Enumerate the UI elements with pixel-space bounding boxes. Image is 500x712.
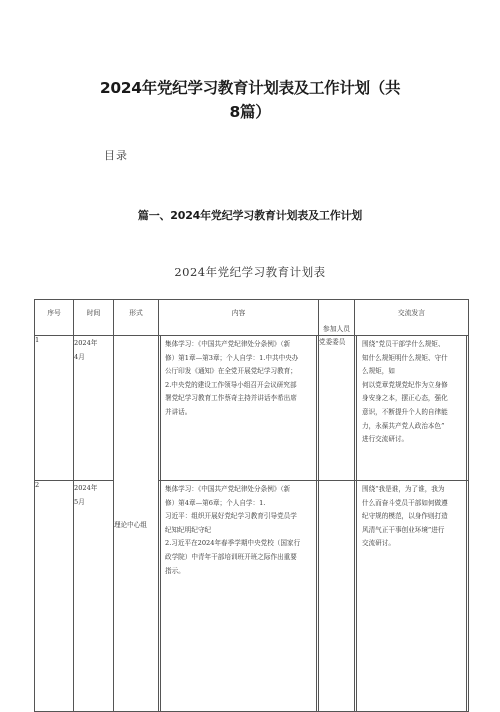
exchange-line: 交流研讨。	[362, 539, 395, 548]
content-line: 2.习近平在2024年春季学期中央党校（国家行	[165, 539, 301, 548]
header-participants: 参加人员	[319, 300, 355, 336]
row-participants: 党委委员	[319, 336, 355, 481]
content-line: 纪知纪明纪守纪	[165, 525, 212, 534]
header-index: 序号	[35, 300, 74, 336]
study-plan-table	[34, 299, 469, 712]
exchange-line: 力，永葆共产党人政治本色”	[362, 421, 445, 430]
row-index: 1	[35, 336, 74, 481]
row-content-cell	[159, 481, 319, 712]
exchange-line: 进行交流研讨。	[362, 435, 409, 444]
row-time	[74, 481, 114, 712]
row-form: 理论中心组	[114, 336, 159, 712]
row-content	[160, 481, 317, 712]
row-time	[74, 336, 114, 481]
content-line: 指示。	[165, 566, 185, 575]
row-exchange-cell	[355, 336, 469, 481]
content-line: 政学院）中青年干部培训班开班之际作出重要	[165, 552, 297, 561]
document-title-line2: 8篇）	[229, 103, 271, 121]
exchange-line: 围绕“我是谁，为了谁，我为	[362, 485, 445, 493]
row-participants	[319, 481, 355, 712]
header-exchange: 交流发言	[355, 300, 469, 336]
row-content-cell	[159, 336, 319, 481]
content-line: 署党纪学习教育工作蔡奇主持并讲话李希出席	[165, 394, 297, 403]
content-line: 习近平：组织开展好党纪学习教育引导党员学	[165, 512, 297, 521]
table-title: 2024年党纪学习教育计划表	[174, 265, 326, 279]
row-exchange	[356, 481, 467, 712]
content-line: 集体学习：《中国共产党纪律处分条例》（新	[165, 485, 291, 493]
exchange-line: 么规矩，如	[362, 367, 395, 376]
row-time-year: 2024年	[74, 484, 98, 492]
content-line: 修）第1章—第3章；个人自学：1.中共中央办	[165, 353, 299, 362]
content-line: 并讲话。	[165, 407, 192, 416]
exchange-line: 意识，不断提升个人的自律能	[362, 407, 448, 416]
exchange-line: 身安身之本，摆正心态，强化	[362, 394, 448, 403]
row-time-year: 2024年	[74, 339, 98, 347]
document-title-line1: 2024年党纪学习教育计划表及工作计划（共	[99, 79, 401, 97]
row-index: 2	[35, 481, 74, 712]
content-line: 集体学习：《中国共产党纪律处分条例》（新	[165, 340, 291, 348]
exchange-line: 围绕“党员干部学什么规矩、	[362, 340, 445, 348]
row-exchange-cell	[355, 481, 469, 712]
table-header-row	[35, 300, 469, 336]
table-row	[35, 481, 469, 712]
header-time: 时间	[74, 300, 114, 336]
row-exchange	[356, 336, 467, 481]
exchange-line: 何以党章党规党纪作为立身修	[362, 380, 448, 389]
exchange-line: 知什么规矩明什么规矩、守什	[362, 353, 448, 362]
content-line: 公厅印发《通知》在全党开展党纪学习教育；	[165, 367, 297, 376]
exchange-line: 风清气正干事创业环境”进行	[362, 525, 445, 534]
row-time-month: 4月	[74, 353, 85, 361]
row-time-month: 5月	[74, 498, 85, 506]
exchange-line: 什么而奋斗党员干部如何做遵	[362, 498, 448, 507]
row-content	[160, 336, 317, 481]
header-content: 内容	[159, 300, 319, 336]
section-heading: 篇一、2024年党纪学习教育计划表及工作计划	[137, 209, 363, 222]
table-row	[35, 336, 469, 481]
table-of-contents-label: 目录	[104, 149, 128, 162]
content-line: 修）第4章—第6章；个人自学：1.	[165, 498, 266, 507]
content-line: 2.中央党的建设工作领导小组召开会议研究部	[165, 380, 297, 389]
header-form: 形式	[114, 300, 159, 336]
exchange-line: 纪守规的模范，以身作则打造	[362, 512, 448, 521]
document-title	[0, 76, 500, 124]
